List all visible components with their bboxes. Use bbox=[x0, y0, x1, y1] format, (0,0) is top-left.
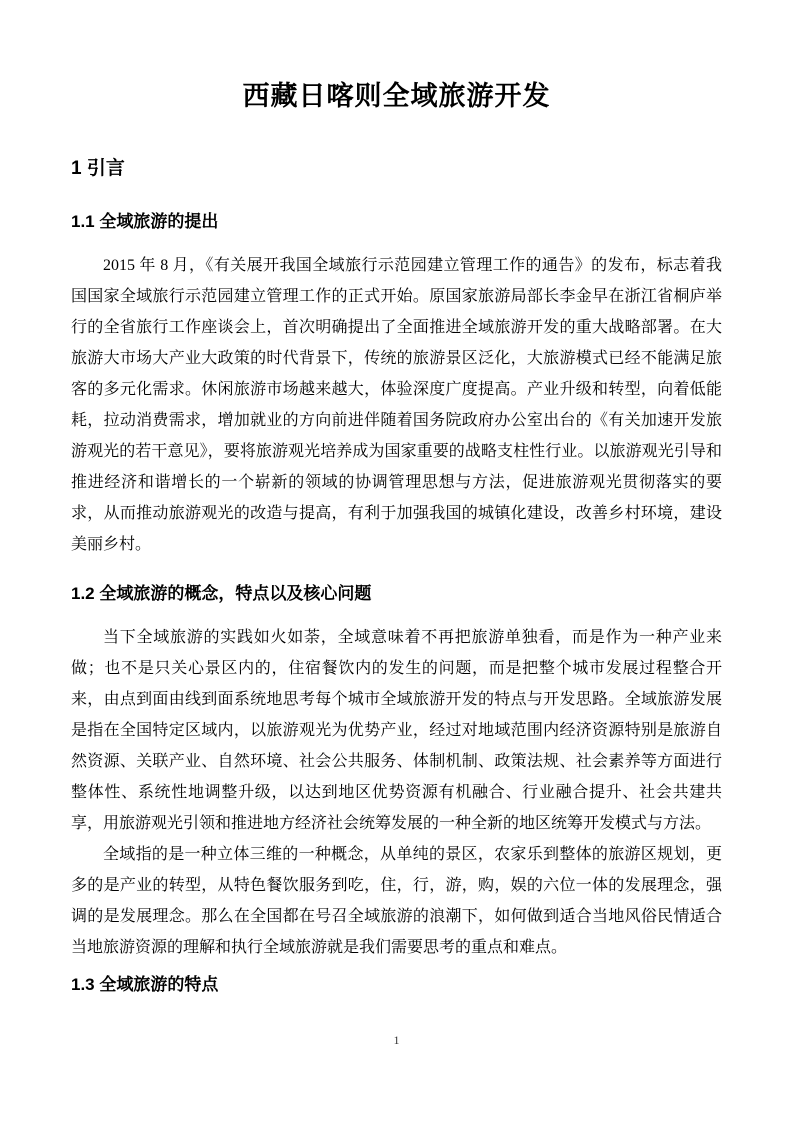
heading-section-1: 1 引言 bbox=[71, 158, 125, 179]
heading-section-1-3: 1.3 全域旅游的特点 bbox=[71, 975, 219, 994]
heading-section-1-2: 1.2 全域旅游的概念，特点以及核心问题 bbox=[71, 584, 372, 603]
paragraph-1-2-concept: 当下全域旅游的实践如火如荼，全域意味着不再把旅游单独看，而是作为一种产业来做；也不是只关心景区内的，住宿餐饮内的发生的问题，而是把整个城市发展过程整合开来，由点到面由线到面系统地思考每个城市全域旅游开发的特点与开发思路。全域旅游发展是指在全国特定区域内，以旅游观光为优势产业，经过对地域范围内经济资源特别是旅游自然资源、关联产业、自然环境、社会公共服务、体制机制、政策法规、社会素养等方面进行整体性、系统性地调整升级，以达到地区优势资源有机融合、行业融合提升、社会共建共享，用旅游观光引领和推进地方经济社会统筹发展的一种全新的地区统筹开发模式与方法。 bbox=[71, 629, 722, 832]
heading-section-1-1: 1.1 全域旅游的提出 bbox=[71, 212, 219, 231]
paragraph-1-2-dimension: 全域指的是一种立体三维的一种概念，从单纯的景区，农家乐到整体的旅游区规划，更多的是产业的转型，从特色餐饮服务到吃，住，行，游，购，娱的六位一体的发展理念，强调的是发展理念。那么在全国都在号召全域旅游的浪潮下，如何做到适合当地风俗民情适合当地旅游资源的理解和执行全域旅游就是我们需要思考的重点和难点。 bbox=[71, 846, 722, 956]
document-title: 西藏日喀则全域旅游开发 bbox=[242, 81, 551, 111]
page-number: 1 bbox=[393, 1033, 400, 1047]
paragraph-1-1-intro: 2015 年 8 月，《有关展开我国全域旅行示范园建立管理工作的通告》的发布，标志着我国国家全域旅行示范园建立管理工作的正式开始。原国家旅游局部长李金早在浙江省桐庐举行的全省旅行工作座谈会上，首次明确提出了全面推进全域旅游开发的重大战略部署。在大旅游大市场大产业大政策的时代背景下，传统的旅游景区泛化，大旅游模式已经不能满足旅客的多元化需求。休闲旅游市场越来越大，体验深度广度提高。产业升级和转型，向着低能耗，拉动消费需求，增加就业的方向前进伴随着国务院政府办公室出台的《有关加速开发旅游观光的若干意见》，要将旅游观光培养成为国家重要的战略支柱性行业。以旅游观光引导和推进经济和谐增长的一个崭新的领域的协调管理思想与方法，促进旅游观光贯彻落实的要求，从而推动旅游观光的改造与提高，有利于加强我国的城镇化建设，改善乡村环境，建设美丽乡村。 bbox=[71, 257, 722, 553]
